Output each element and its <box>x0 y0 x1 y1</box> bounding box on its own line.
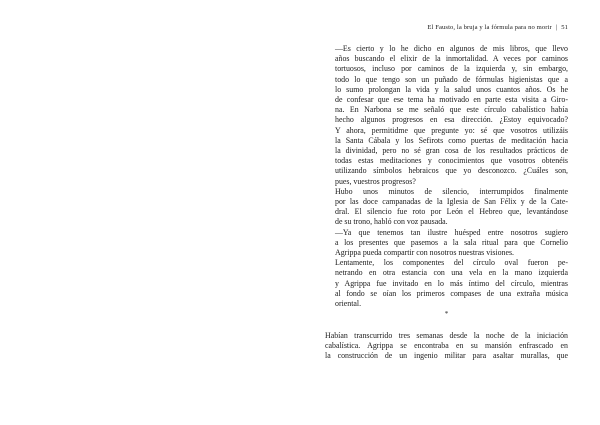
text-line: de su trono, habló con voz pausada. <box>335 217 448 227</box>
text-line: por las doce campanadas de la Iglesia de San Félix y de la Cate- <box>335 197 568 207</box>
text-line: Habían transcurrido tres semanas desde la noche de la iniciación <box>325 331 568 340</box>
text-line: cabalística. Agrippa se encontraba en su mansión enfrascado en <box>325 341 568 351</box>
text-line: y Agrippa fue invitado en lo más íntimo del círculo, mientras <box>335 278 568 288</box>
text-line: netrando en otra estancia con una vela en la mano izquierda <box>335 268 568 278</box>
main-text <box>325 44 568 309</box>
text-line: —Es cierto y lo he dicho en algunos de mis libros, que llevo <box>335 44 568 53</box>
text-line: Agrippa pueda compartir con nosotros nuestras visiones. <box>335 248 515 258</box>
text-line: —Ya que tenemos tan ilustre huésped entre nosotros sugiero <box>335 227 568 237</box>
text-line: tortuosos, incluso por caminos de la izquierda y, sin embargo, <box>335 64 568 74</box>
text-line: todas estas meditaciones y conocimientos que vosotros obtenéis <box>335 156 568 166</box>
section-break-ornament: * <box>444 310 449 318</box>
text-line: a los presentes que pasemos a la sala ritual para que Cornelio <box>335 237 568 247</box>
running-title: El Fausto, la bruja y la fórmula para no morir <box>427 24 552 31</box>
paragraph <box>325 228 568 259</box>
text-line: pues, vuestros progresos? <box>335 176 416 186</box>
text-line: la divinidad, pero no sé gran cosa de los resultados prácticos de <box>335 146 568 156</box>
text-line: lo sumo prolongan la vida y la salud unos cuantos años. Os he <box>335 84 568 94</box>
header-separator: | <box>555 24 558 31</box>
text-line: na. En Narbona se me señaló que este círculo cabalístico había <box>335 105 568 115</box>
text-line: al fondo se oían los primeros compases de una extraña música <box>335 288 568 298</box>
text-line: hecho algunos progresos en esa dirección. ¿Estoy equivocado? <box>335 115 568 125</box>
text-line: utilizando símbolos hebraicos que yo desconozco. ¿Cuáles son, <box>335 166 568 176</box>
paragraph <box>325 44 568 187</box>
text-line: todo lo que tengo son un puñado de fórmulas higienistas que a <box>335 74 568 84</box>
text-line: dral. El silencio fue roto por León el Hebreo que, levantándose <box>335 207 568 217</box>
text-line: la Santa Cábala y los Sefirots como puertas de meditación hacia <box>335 135 568 145</box>
text-line: oriental. <box>335 299 362 309</box>
text-line: de confesar que ese tema ha motivado en parte esta visita a Giro- <box>335 95 568 105</box>
text-line: Lentamente, los componentes del círculo oval fueron pe- <box>335 258 568 268</box>
section-two-text <box>325 331 568 362</box>
paragraph <box>325 187 568 228</box>
text-line: Hubo unos minutos de silencio, interrumpidos finalmente <box>335 186 568 196</box>
paragraph <box>325 331 568 362</box>
page-number: 51 <box>561 24 568 31</box>
text-line: la construcción de un ingenio militar para asaltar murallas, que <box>325 351 568 361</box>
text-line: años buscando el elixir de la inmortalidad. A veces por caminos <box>335 54 568 64</box>
paragraph <box>325 258 568 309</box>
running-header <box>328 24 568 31</box>
text-line: Y ahora, permitidme que pregunte yo: sé que vosotros utilizáis <box>335 125 568 135</box>
